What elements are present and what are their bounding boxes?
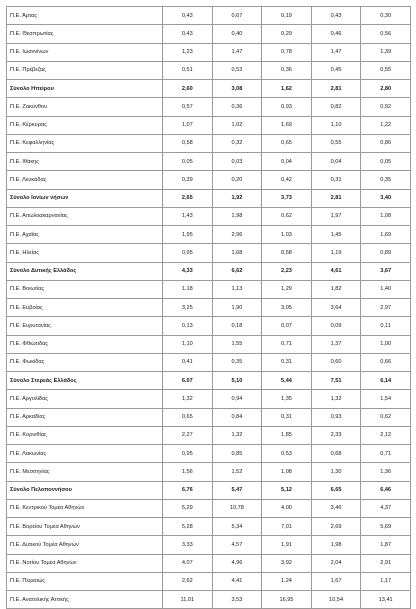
row-label: Π.Ε. Ανατολικής Αττικής [7, 591, 163, 609]
value-cell: 2,81 [311, 189, 361, 207]
value-cell: 3,53 [212, 591, 262, 609]
row-label: Π.Ε. Λακωνίας [7, 445, 163, 463]
value-cell: 1,02 [212, 116, 262, 134]
table-row [7, 153, 411, 171]
table-row [7, 518, 411, 536]
row-label: Π.Ε. Κορινθίας [7, 426, 163, 444]
value-cell: 1,54 [361, 390, 411, 408]
value-cell: 6,14 [361, 372, 411, 390]
value-cell: 1,36 [361, 463, 411, 481]
value-cell: 1,22 [361, 116, 411, 134]
value-cell: 4,33 [163, 262, 213, 280]
value-cell: 1,37 [311, 335, 361, 353]
row-label: Π.Ε. Βορείου Τομέα Αθηνών [7, 518, 163, 536]
table-row-total [7, 80, 411, 98]
value-cell: 0,07 [262, 317, 312, 335]
value-cell: 2,80 [361, 80, 411, 98]
value-cell: 1,32 [212, 426, 262, 444]
row-label: Π.Ε. Κεφαλληνίας [7, 134, 163, 152]
value-cell: 5,44 [262, 372, 312, 390]
value-cell: 1,32 [311, 390, 361, 408]
value-cell: 1,35 [262, 390, 312, 408]
value-cell: 10,54 [311, 591, 361, 609]
value-cell: 2,12 [361, 426, 411, 444]
value-cell: 11,01 [163, 591, 213, 609]
value-cell: 2,60 [163, 80, 213, 98]
value-cell: 1,95 [163, 226, 213, 244]
table-row [7, 61, 411, 79]
value-cell: 2,65 [163, 189, 213, 207]
value-cell: 0,35 [212, 353, 262, 371]
value-cell: 2,81 [311, 80, 361, 98]
value-cell: 1,85 [262, 426, 312, 444]
value-cell: 1,55 [212, 335, 262, 353]
value-cell: 5,10 [212, 372, 262, 390]
value-cell: 7,01 [262, 518, 312, 536]
value-cell: 2,97 [361, 299, 411, 317]
value-cell: 1,98 [311, 536, 361, 554]
value-cell: 0,05 [361, 153, 411, 171]
value-cell: 3,67 [361, 262, 411, 280]
table-row [7, 226, 411, 244]
value-cell: 6,76 [163, 481, 213, 499]
value-cell: 0,51 [163, 61, 213, 79]
value-cell: 1,90 [212, 299, 262, 317]
value-cell: 1,68 [212, 244, 262, 262]
value-cell: 2,96 [212, 226, 262, 244]
row-label: Π.Ε. Ευρυτανίας [7, 317, 163, 335]
row-label: Π.Ε. Κέρκυρας [7, 116, 163, 134]
value-cell: 0,84 [212, 408, 262, 426]
table-row [7, 25, 411, 43]
value-cell: 0,04 [262, 153, 312, 171]
value-cell: 1,97 [311, 207, 361, 225]
table-row [7, 335, 411, 353]
value-cell: 0,36 [212, 98, 262, 116]
value-cell: 1,30 [311, 463, 361, 481]
row-label: Π.Ε. Φωκίδας [7, 353, 163, 371]
table-row [7, 317, 411, 335]
value-cell: 1,87 [361, 536, 411, 554]
row-label: Π.Ε. Ιθάκης [7, 153, 163, 171]
row-label: Π.Ε. Νοτίου Τομέα Αθηνών [7, 554, 163, 572]
value-cell: 0,43 [163, 7, 213, 25]
value-cell: 0,30 [361, 7, 411, 25]
value-cell: 0,18 [212, 317, 262, 335]
value-cell: 1,23 [163, 43, 213, 61]
table-row [7, 591, 411, 609]
value-cell: 1,18 [163, 280, 213, 298]
row-label: Π.Ε. Πειραιώς [7, 572, 163, 590]
value-cell: 6,62 [212, 262, 262, 280]
value-cell: 1,43 [163, 207, 213, 225]
value-cell: 2,91 [361, 554, 411, 572]
row-label: Π.Ε. Κεντρικού Τομέα Αθηνών [7, 499, 163, 517]
value-cell: 5,47 [212, 481, 262, 499]
value-cell: 0,67 [212, 7, 262, 25]
value-cell: 4,57 [212, 536, 262, 554]
value-cell: 0,65 [262, 134, 312, 152]
value-cell: 0,53 [212, 61, 262, 79]
value-cell: 5,28 [163, 518, 213, 536]
table-body [7, 7, 411, 609]
value-cell: 0,29 [262, 25, 312, 43]
value-cell: 5,34 [212, 518, 262, 536]
value-cell: 5,12 [262, 481, 312, 499]
value-cell: 0,60 [311, 353, 361, 371]
value-cell: 1,92 [212, 189, 262, 207]
value-cell: 1,13 [212, 280, 262, 298]
table-row [7, 7, 411, 25]
value-cell: 0,66 [361, 353, 411, 371]
value-cell: 6,07 [163, 372, 213, 390]
table-row [7, 299, 411, 317]
value-cell: 6,65 [311, 481, 361, 499]
value-cell: 0,05 [163, 153, 213, 171]
row-label: Π.Ε. Θεσπρωτίας [7, 25, 163, 43]
table-row [7, 408, 411, 426]
row-label: Π.Ε. Αχαΐας [7, 226, 163, 244]
value-cell: 1,19 [311, 244, 361, 262]
value-cell: 1,98 [212, 207, 262, 225]
value-cell: 0,42 [262, 171, 312, 189]
value-cell: 2,27 [163, 426, 213, 444]
value-cell: 0,43 [163, 25, 213, 43]
value-cell: 4,96 [212, 554, 262, 572]
value-cell: 3,40 [361, 189, 411, 207]
value-cell: 0,93 [311, 408, 361, 426]
table-row-total [7, 372, 411, 390]
value-cell: 1,62 [262, 80, 312, 98]
row-label: Π.Ε. Αιτωλοακαρνανίας [7, 207, 163, 225]
value-cell: 3,73 [262, 189, 312, 207]
value-cell: 0,95 [163, 445, 213, 463]
table-row [7, 390, 411, 408]
row-label: Π.Ε. Φθιώτιδας [7, 335, 163, 353]
value-cell: 0,13 [163, 317, 213, 335]
value-cell: 0,36 [262, 61, 312, 79]
value-cell: 0,82 [311, 98, 361, 116]
value-cell: 0,45 [311, 61, 361, 79]
value-cell: 1,69 [361, 226, 411, 244]
value-cell: 3,08 [212, 80, 262, 98]
row-label: Π.Ε. Αργολίδας [7, 390, 163, 408]
value-cell: 0,58 [163, 134, 213, 152]
value-cell: 1,67 [311, 572, 361, 590]
table-row [7, 280, 411, 298]
value-cell: 0,31 [311, 171, 361, 189]
value-cell: 5,69 [361, 518, 411, 536]
row-label: Π.Ε. Λευκάδας [7, 171, 163, 189]
value-cell: 4,07 [163, 554, 213, 572]
value-cell: 2,23 [262, 262, 312, 280]
value-cell: 5,29 [163, 499, 213, 517]
value-cell: 0,71 [361, 445, 411, 463]
row-label: Σύνολο Ηπείρου [7, 80, 163, 98]
value-cell: 2,33 [311, 426, 361, 444]
value-cell: 1,45 [311, 226, 361, 244]
data-table-sheet [6, 6, 410, 609]
value-cell: 0,89 [361, 244, 411, 262]
value-cell: 1,82 [311, 280, 361, 298]
value-cell: 0,35 [361, 171, 411, 189]
value-cell: 1,03 [262, 226, 312, 244]
value-cell: 1,08 [361, 207, 411, 225]
value-cell: 3,46 [311, 499, 361, 517]
table-row [7, 98, 411, 116]
value-cell: 3,64 [311, 299, 361, 317]
value-cell: 1,56 [163, 463, 213, 481]
value-cell: 10,78 [212, 499, 262, 517]
value-cell: 1,24 [262, 572, 312, 590]
value-cell: 6,46 [361, 481, 411, 499]
row-label: Π.Ε. Ζακύνθου [7, 98, 163, 116]
table-row [7, 353, 411, 371]
value-cell: 0,68 [311, 445, 361, 463]
value-cell: 1,17 [361, 572, 411, 590]
value-cell: 0,19 [262, 7, 312, 25]
value-cell: 0,71 [262, 335, 312, 353]
value-cell: 0,94 [212, 390, 262, 408]
value-cell: 0,32 [212, 134, 262, 152]
value-cell: 1,69 [262, 116, 312, 134]
table-row [7, 426, 411, 444]
value-cell: 0,31 [262, 353, 312, 371]
value-cell: 1,10 [163, 335, 213, 353]
row-label: Π.Ε. Αρκαδίας [7, 408, 163, 426]
value-cell: 0,55 [311, 134, 361, 152]
table-row [7, 171, 411, 189]
value-cell: 0,78 [262, 43, 312, 61]
value-cell: 3,33 [163, 536, 213, 554]
value-cell: 0,53 [262, 445, 312, 463]
regional-data-table [6, 6, 411, 609]
value-cell: 13,41 [361, 591, 411, 609]
value-cell: 1,47 [311, 43, 361, 61]
value-cell: 3,05 [262, 299, 312, 317]
row-label: Π.Ε. Ιωαννίνων [7, 43, 163, 61]
value-cell: 0,41 [163, 353, 213, 371]
value-cell: 1,40 [361, 280, 411, 298]
row-label: Σύνολο Ιονίων νήσων [7, 189, 163, 207]
value-cell: 3,25 [163, 299, 213, 317]
table-row-total [7, 481, 411, 499]
table-row [7, 134, 411, 152]
row-label: Σύνολο Στερεάς Ελλάδος [7, 372, 163, 390]
table-row [7, 536, 411, 554]
table-row [7, 116, 411, 134]
row-label: Π.Ε. Βοιωτίας [7, 280, 163, 298]
value-cell: 1,47 [212, 43, 262, 61]
value-cell: 0,62 [361, 408, 411, 426]
value-cell: 1,52 [212, 463, 262, 481]
table-row [7, 207, 411, 225]
value-cell: 0,95 [163, 244, 213, 262]
row-label: Π.Ε. Άρτας [7, 7, 163, 25]
table-row-total [7, 262, 411, 280]
value-cell: 7,51 [311, 372, 361, 390]
value-cell: 4,61 [311, 262, 361, 280]
value-cell: 0,31 [262, 408, 312, 426]
value-cell: 0,65 [163, 408, 213, 426]
value-cell: 3,92 [262, 554, 312, 572]
row-label: Π.Ε. Δυτικού Τομέα Αθηνών [7, 536, 163, 554]
row-label: Π.Ε. Ηλείας [7, 244, 163, 262]
value-cell: 1,07 [163, 116, 213, 134]
value-cell: 4,41 [212, 572, 262, 590]
row-label: Σύνολο Δυτικής Ελλάδος [7, 262, 163, 280]
value-cell: 0,39 [163, 171, 213, 189]
value-cell: 1,08 [262, 463, 312, 481]
value-cell: 0,85 [212, 445, 262, 463]
value-cell: 1,39 [361, 43, 411, 61]
table-row [7, 463, 411, 481]
value-cell: 0,92 [361, 98, 411, 116]
value-cell: 0,43 [311, 7, 361, 25]
value-cell: 4,37 [361, 499, 411, 517]
value-cell: 1,29 [262, 280, 312, 298]
value-cell: 0,93 [262, 98, 312, 116]
table-row [7, 499, 411, 517]
table-row-total [7, 189, 411, 207]
value-cell: 0,04 [311, 153, 361, 171]
table-row [7, 445, 411, 463]
value-cell: 1,32 [163, 390, 213, 408]
value-cell: 0,40 [212, 25, 262, 43]
value-cell: 1,91 [262, 536, 312, 554]
value-cell: 2,62 [163, 572, 213, 590]
table-row [7, 43, 411, 61]
value-cell: 0,86 [361, 134, 411, 152]
value-cell: 4,00 [262, 499, 312, 517]
value-cell: 0,57 [163, 98, 213, 116]
row-label: Π.Ε. Πρέβεζας [7, 61, 163, 79]
value-cell: 2,04 [311, 554, 361, 572]
table-row [7, 554, 411, 572]
value-cell: 1,00 [361, 335, 411, 353]
value-cell: 0,58 [262, 244, 312, 262]
row-label: Π.Ε. Μεσσηνίας [7, 463, 163, 481]
row-label: Π.Ε. Ευβοίας [7, 299, 163, 317]
value-cell: 0,55 [361, 61, 411, 79]
value-cell: 0,11 [361, 317, 411, 335]
value-cell: 0,20 [212, 171, 262, 189]
value-cell: 0,56 [361, 25, 411, 43]
row-label: Σύνολο Πελοποννήσου [7, 481, 163, 499]
value-cell: 1,10 [311, 116, 361, 134]
value-cell: 0,62 [262, 207, 312, 225]
value-cell: 16,95 [262, 591, 312, 609]
value-cell: 0,03 [212, 153, 262, 171]
table-row [7, 572, 411, 590]
table-row [7, 244, 411, 262]
value-cell: 0,09 [311, 317, 361, 335]
value-cell: 2,69 [311, 518, 361, 536]
value-cell: 0,46 [311, 25, 361, 43]
